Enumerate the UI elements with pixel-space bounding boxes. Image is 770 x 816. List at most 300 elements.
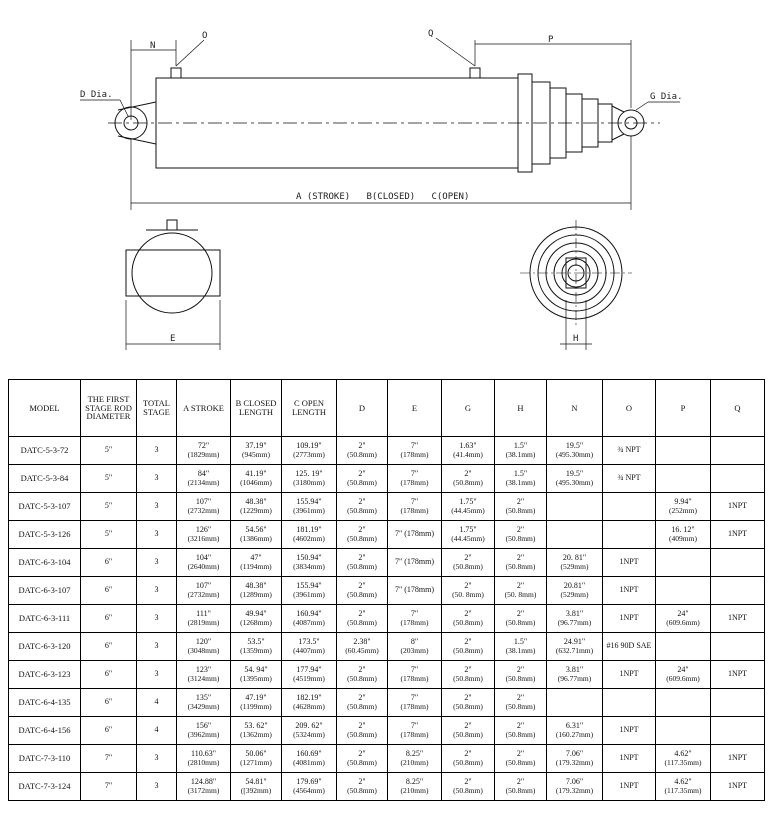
table-cell (442, 465, 495, 493)
table-cell (388, 689, 442, 717)
table-row (9, 437, 765, 465)
table-cell (282, 493, 337, 521)
table-cell (177, 689, 231, 717)
imperial-value: 3.81" (565, 665, 584, 675)
table-cell (656, 633, 711, 661)
table-cell (495, 633, 547, 661)
table-cell (337, 437, 388, 465)
metric-value: (50.8mm) (505, 505, 536, 515)
imperial-value: 2" (464, 777, 472, 787)
metric-value: ([392mm) (240, 785, 272, 795)
column-header: C OPEN LENGTH (282, 380, 337, 437)
model-cell: DATC-5-3-126 (9, 521, 81, 549)
metric-value: (50.8mm) (347, 729, 377, 739)
table-cell (656, 661, 711, 689)
metric-value: (50. 8mm) (504, 589, 537, 599)
metric-value: (203mm) (400, 645, 429, 655)
metric-value: (1229mm) (240, 505, 272, 515)
metric-value: (50.8mm) (453, 757, 483, 767)
metric-value: (945mm) (242, 449, 270, 459)
table-cell: ¾ NPT (603, 465, 656, 493)
table-row (9, 661, 765, 689)
metric-value: (50.8mm) (453, 673, 483, 683)
table-cell: #16 90D SAE (603, 633, 656, 661)
table-cell (231, 717, 282, 745)
table-cell (231, 745, 282, 773)
table-cell (231, 493, 282, 521)
table-cell (388, 661, 442, 689)
metric-value: (41.4mm) (453, 449, 483, 459)
table-cell (547, 465, 603, 493)
metric-value: (50.8mm) (347, 701, 377, 711)
imperial-value: 2" (516, 777, 525, 787)
metric-value: (50.8mm) (347, 449, 377, 459)
table-cell (547, 493, 603, 521)
column-header: H (495, 380, 547, 437)
metric-value: (117.35mm) (664, 757, 702, 767)
table-cell: 5" (81, 493, 137, 521)
imperial-value: 24" (677, 665, 689, 675)
table-row (9, 689, 765, 717)
table-cell (388, 773, 442, 801)
metric-value: (50.8mm) (347, 589, 377, 599)
table-cell: 3 (137, 661, 177, 689)
table-cell (282, 661, 337, 689)
imperial-value: 2" (516, 497, 525, 507)
imperial-value: 7.06" (565, 749, 584, 759)
metric-value: (2810mm) (187, 757, 220, 767)
imperial-value: 20.81" (563, 581, 586, 591)
table-cell (442, 633, 495, 661)
metric-value: (50.8mm) (347, 673, 377, 683)
metric-value: (178mm) (400, 477, 429, 487)
imperial-value: 53.5" (247, 637, 265, 647)
table-cell (656, 605, 711, 633)
table-cell (337, 549, 388, 577)
imperial-value: 47.19" (245, 693, 267, 703)
imperial-value: 24" (677, 609, 689, 619)
table-cell: 1NPT (711, 493, 765, 521)
imperial-value: 3.81" (565, 609, 584, 619)
table-cell (337, 493, 388, 521)
metric-value: (50. 8mm) (452, 589, 484, 599)
table-cell (337, 605, 388, 633)
table-row (9, 577, 765, 605)
metric-value: (2640mm) (187, 561, 220, 571)
imperial-value: 2" (464, 553, 472, 563)
imperial-value: 84" (197, 469, 210, 479)
imperial-value: 135" (195, 693, 212, 703)
end-view (520, 220, 632, 350)
imperial-value: 2" (358, 469, 366, 479)
table-cell: 6" (81, 605, 137, 633)
table-cell: 3 (137, 773, 177, 801)
table-cell (231, 577, 282, 605)
table-cell (495, 549, 547, 577)
imperial-value: 24.91" (563, 637, 586, 647)
imperial-value: 9.94" (674, 497, 692, 507)
table-cell (337, 465, 388, 493)
metric-value: (50.8mm) (505, 701, 536, 711)
table-cell (177, 549, 231, 577)
metric-value: (50.8mm) (453, 729, 483, 739)
table-cell (177, 717, 231, 745)
imperial-value: 2" (516, 581, 525, 591)
table-cell (177, 745, 231, 773)
imperial-value: 209. 62" (295, 721, 323, 731)
table-cell (603, 689, 656, 717)
table-cell (282, 773, 337, 801)
imperial-value: 107" (195, 581, 212, 591)
column-header: O (603, 380, 656, 437)
table-cell (547, 549, 603, 577)
table-cell (495, 437, 547, 465)
label-q: Q (428, 29, 434, 39)
imperial-value: 8.25" (405, 749, 424, 759)
table-cell (177, 773, 231, 801)
imperial-value: 72" (197, 441, 210, 451)
port-o (171, 68, 181, 78)
imperial-value: 104" (195, 553, 212, 563)
metric-value: (3834mm) (293, 561, 325, 571)
column-header: D (337, 380, 388, 437)
table-cell (656, 549, 711, 577)
metric-value: (4564mm) (293, 785, 325, 795)
table-cell (231, 689, 282, 717)
side-view (126, 220, 220, 350)
imperial-value: 173.5" (298, 637, 320, 647)
label-o: O (202, 31, 208, 41)
metric-value: (5324mm) (293, 729, 325, 739)
table-row (9, 633, 765, 661)
column-header: B CLOSED LENGTH (231, 380, 282, 437)
table-cell (442, 773, 495, 801)
table-cell: 1NPT (603, 745, 656, 773)
table-cell (547, 633, 603, 661)
model-cell: DATC-5-3-107 (9, 493, 81, 521)
imperial-value: 53. 62" (244, 721, 268, 731)
metric-value: (1395mm) (240, 673, 272, 683)
table-cell: 3 (137, 493, 177, 521)
table-body (9, 437, 765, 801)
imperial-value: 2" (464, 609, 472, 619)
imperial-value: 2" (516, 553, 525, 563)
table-row (9, 465, 765, 493)
imperial-value: 109.19" (296, 441, 322, 451)
label-dims: A (STROKE) B(CLOSED) C(OPEN) (296, 192, 470, 202)
model-cell: DATC-6-3-123 (9, 661, 81, 689)
table-cell (282, 577, 337, 605)
metric-value: (3048mm) (187, 645, 220, 655)
metric-value: (44.45mm) (451, 505, 485, 515)
metric-value: (4407mm) (293, 645, 325, 655)
table-cell (547, 605, 603, 633)
metric-value: (2773mm) (293, 449, 325, 459)
table-cell (282, 717, 337, 745)
imperial-value: 2" (516, 609, 525, 619)
imperial-value: 48.38" (245, 497, 267, 507)
table-cell: 1NPT (711, 521, 765, 549)
metric-value: (3961mm) (293, 589, 325, 599)
metric-value: (50.8mm) (505, 785, 536, 795)
metric-value: (210mm) (400, 757, 429, 767)
column-header: MODEL (9, 380, 81, 437)
imperial-value: 1.63" (459, 441, 477, 451)
table-cell (495, 465, 547, 493)
table-cell (547, 577, 603, 605)
imperial-value: 2" (464, 469, 472, 479)
table-cell (547, 521, 603, 549)
table-cell (282, 633, 337, 661)
column-header: Q (711, 380, 765, 437)
table-cell: 4 (137, 717, 177, 745)
table-row (9, 773, 765, 801)
imperial-value: 1.5" (513, 441, 528, 451)
metric-value: (210mm) (400, 785, 429, 795)
imperial-value: 2" (358, 749, 366, 759)
table-cell (177, 661, 231, 689)
table-cell (282, 465, 337, 493)
table-cell (711, 549, 765, 577)
metric-value: (50.8mm) (347, 785, 377, 795)
imperial-value: 7" (410, 665, 419, 675)
imperial-value: 47" (250, 553, 262, 563)
metric-value: (3172mm) (187, 785, 220, 795)
imperial-value: 2" (516, 525, 525, 535)
imperial-value: 155.94" (296, 497, 322, 507)
metric-value: (1359mm) (240, 645, 272, 655)
model-cell: DATC-7-3-110 (9, 745, 81, 773)
imperial-value: 16. 12" (671, 525, 695, 535)
metric-value: (50.8mm) (453, 645, 483, 655)
model-cell: DATC-6-3-104 (9, 549, 81, 577)
table-cell (495, 745, 547, 773)
metric-value: (50.8mm) (347, 757, 377, 767)
label-g-dia: G Dia. (650, 92, 683, 102)
metric-value: (38.1mm) (505, 477, 536, 487)
table-cell (711, 437, 765, 465)
metric-value: (179.32mm) (555, 785, 594, 795)
model-cell: DATC-6-4-156 (9, 717, 81, 745)
metric-value: (1271mm) (240, 757, 272, 767)
table-cell: 7" (81, 773, 137, 801)
metric-value: (160.27mm) (555, 729, 594, 739)
imperial-value: 123" (195, 665, 212, 675)
table-cell: 1NPT (711, 745, 765, 773)
table-cell (177, 437, 231, 465)
table-cell: 7" (178mm) (388, 549, 442, 577)
metric-value: (50.8mm) (505, 533, 536, 543)
table-cell: 4 (137, 689, 177, 717)
imperial-value: 2" (358, 609, 366, 619)
table-cell (337, 521, 388, 549)
metric-value: (60.45mm) (345, 645, 379, 655)
imperial-value: 156" (195, 721, 212, 731)
table-cell (711, 689, 765, 717)
table-cell (282, 745, 337, 773)
imperial-value: 2" (516, 665, 525, 675)
table-cell (495, 773, 547, 801)
table-cell (337, 577, 388, 605)
table-cell (282, 521, 337, 549)
imperial-value: 4.62" (674, 749, 692, 759)
table-cell (231, 773, 282, 801)
imperial-value: 2" (358, 441, 366, 451)
table-cell (495, 689, 547, 717)
table-cell: 6" (81, 549, 137, 577)
metric-value: (38.1mm) (505, 449, 536, 459)
metric-value: (50.8mm) (505, 561, 536, 571)
table-cell: 6" (81, 689, 137, 717)
table-cell (231, 465, 282, 493)
table-cell (231, 633, 282, 661)
metric-value: (50.8mm) (453, 617, 483, 627)
metric-value: (4602mm) (293, 533, 325, 543)
column-header: P (656, 380, 711, 437)
model-cell: DATC-7-3-124 (9, 773, 81, 801)
metric-value: (178mm) (400, 505, 429, 515)
table-cell (282, 605, 337, 633)
table-cell (547, 689, 603, 717)
imperial-value: 111" (196, 609, 211, 619)
table-cell: 1NPT (603, 577, 656, 605)
table-cell (442, 493, 495, 521)
imperial-value: 179.69" (296, 777, 322, 787)
metric-value: (50.8mm) (347, 617, 377, 627)
table-cell (442, 521, 495, 549)
table-cell (656, 465, 711, 493)
imperial-value: 20. 81" (562, 553, 587, 563)
metric-value: (2134mm) (187, 477, 220, 487)
table-cell (337, 633, 388, 661)
table-cell (603, 493, 656, 521)
table-cell (388, 437, 442, 465)
table-cell (231, 661, 282, 689)
metric-value: (1194mm) (240, 561, 272, 571)
table-row (9, 745, 765, 773)
metric-value: (3216mm) (187, 533, 220, 543)
metric-value: (1268mm) (240, 617, 272, 627)
table-cell: 5" (81, 521, 137, 549)
table-cell: 1NPT (603, 773, 656, 801)
metric-value: (1829mm) (187, 449, 220, 459)
metric-value: (50.8mm) (505, 729, 536, 739)
imperial-value: 1.5" (513, 637, 528, 647)
table-cell (603, 521, 656, 549)
table-cell: 6" (81, 661, 137, 689)
table-cell (442, 437, 495, 465)
table-cell (442, 717, 495, 745)
table-cell: 3 (137, 465, 177, 493)
table-cell: 6" (81, 633, 137, 661)
imperial-value: 54.56" (245, 525, 267, 535)
label-d-dia: D Dia. (80, 90, 113, 100)
table-cell (337, 661, 388, 689)
table-cell (656, 493, 711, 521)
imperial-value: 107" (195, 497, 212, 507)
imperial-value: 182.19" (296, 693, 322, 703)
table-cell (337, 717, 388, 745)
table-cell (177, 465, 231, 493)
imperial-value: 2" (358, 693, 366, 703)
imperial-value: 2" (358, 553, 366, 563)
imperial-value: 181.19" (296, 525, 322, 535)
imperial-value: 2" (464, 721, 472, 731)
table-cell: 1NPT (711, 773, 765, 801)
table-cell (388, 493, 442, 521)
imperial-value: 2" (358, 525, 366, 535)
imperial-value: 8.25" (405, 777, 424, 787)
imperial-value: 54. 94" (244, 665, 268, 675)
table-cell: 1NPT (603, 661, 656, 689)
table-cell (442, 745, 495, 773)
metric-value: (252mm) (669, 505, 697, 515)
metric-value: (178mm) (400, 617, 429, 627)
table-cell (495, 717, 547, 745)
table-cell: 3 (137, 521, 177, 549)
metric-value: (117.35mm) (664, 785, 702, 795)
table-row (9, 605, 765, 633)
table-cell: 3 (137, 633, 177, 661)
table-cell: 5" (81, 437, 137, 465)
table-cell (177, 521, 231, 549)
table-cell (388, 605, 442, 633)
imperial-value: 2" (358, 777, 366, 787)
table-cell (711, 717, 765, 745)
specification-table (8, 379, 765, 801)
metric-value: (50.8mm) (347, 505, 377, 515)
metric-value: (4081mm) (293, 757, 325, 767)
model-cell: DATC-5-3-72 (9, 437, 81, 465)
metric-value: (96.77mm) (557, 617, 592, 627)
metric-value: (1046mm) (240, 477, 272, 487)
metric-value: (1386mm) (240, 533, 272, 543)
table-cell (177, 493, 231, 521)
imperial-value: 54.81" (245, 777, 267, 787)
table-cell: 3 (137, 437, 177, 465)
metric-value: (495.30mm) (555, 477, 594, 487)
table-cell: 7" (81, 745, 137, 773)
metric-value: (50.8mm) (453, 701, 483, 711)
metric-value: (609.6mm) (666, 617, 700, 627)
table-cell (495, 661, 547, 689)
table-cell: 3 (137, 549, 177, 577)
table-cell (442, 689, 495, 717)
metric-value: (50.8mm) (505, 673, 536, 683)
table-cell: 1NPT (603, 717, 656, 745)
metric-value: (2732mm) (187, 505, 220, 515)
imperial-value: 2" (464, 581, 472, 591)
metric-value: (4087mm) (293, 617, 325, 627)
table-header-row (9, 380, 765, 437)
table-cell (442, 577, 495, 605)
table-cell (177, 633, 231, 661)
metric-value: (50.8mm) (505, 617, 536, 627)
label-p: P (548, 35, 554, 45)
imperial-value: 124.88" (190, 777, 217, 787)
imperial-value: 120" (195, 637, 212, 647)
column-header: THE FIRST STAGE ROD DIAMETER (81, 380, 137, 437)
table-cell: 6" (81, 717, 137, 745)
model-cell: DATC-6-3-111 (9, 605, 81, 633)
metric-value: (3962mm) (187, 729, 220, 739)
table-cell (337, 745, 388, 773)
imperial-value: 19.5" (565, 441, 584, 451)
metric-value: (50.8mm) (453, 785, 483, 795)
table-cell (442, 661, 495, 689)
table-cell (177, 605, 231, 633)
imperial-value: 7" (410, 693, 419, 703)
